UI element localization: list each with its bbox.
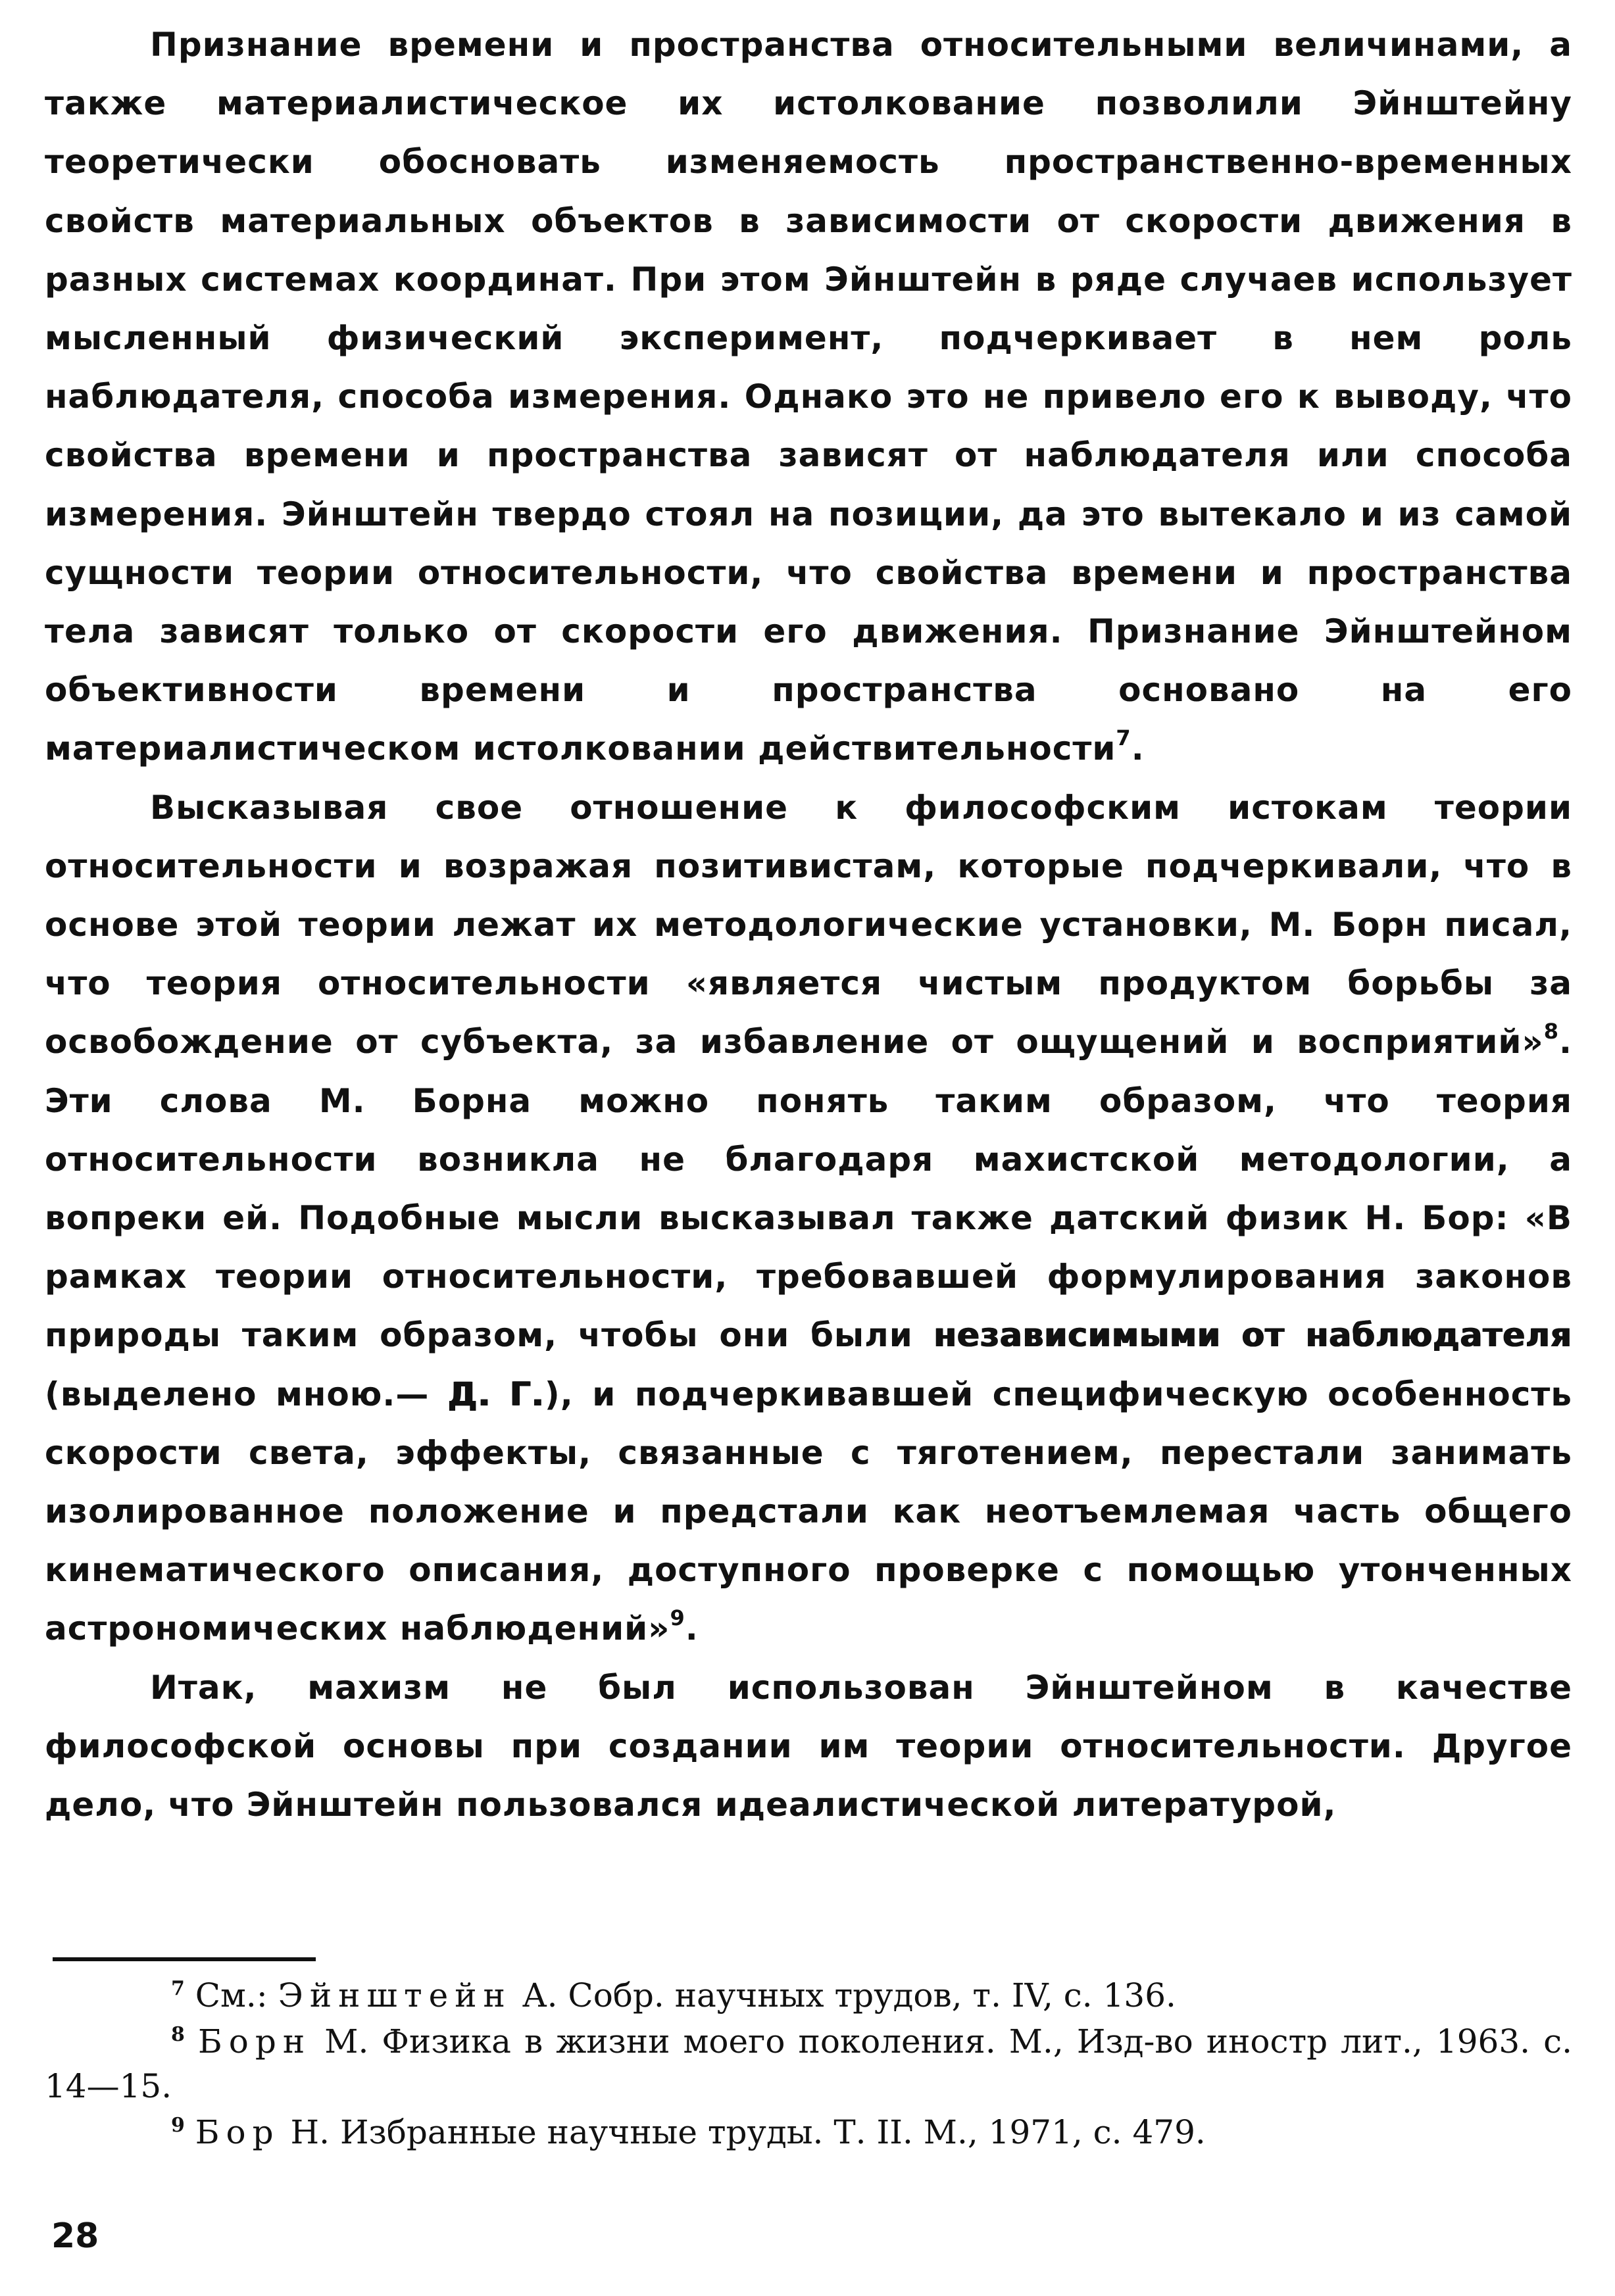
main-text: [45, 16, 1572, 1834]
footnote-8-text: М. Физика в жизни моего поколения. М., Изд-во иностр лит., 1963. с. 14—15.: [45, 2022, 1572, 2105]
footnote-separator: [53, 1957, 316, 1961]
footnote-8-author: Борн: [197, 2022, 312, 2061]
paragraph-2-text-a: Высказывая свое отношение к философским истокам теории относительности и возражая позитивистам, которые подчеркивали, что в основе этой теории лежат их методологические установки, М. Борн писал, что теория относительности «является чистым продуктом борьбы за освобождение от субъекта, за избавление от ощущений и восприятий»: [45, 788, 1572, 1062]
footnote-9-marker: 9: [171, 2114, 185, 2137]
footnote-9-author: Бор: [195, 2113, 280, 2151]
footnote-7-text: А. Собр. научных трудов, т. IV, с. 136.: [522, 1976, 1176, 2015]
footnote-7-author: Эйнштейн: [278, 1976, 512, 2015]
author-initials: Д. Г.: [447, 1375, 545, 1413]
paragraph-3-text: Итак, махизм не был использован Эйнштейном в качестве философской основы при создании им теории относительности. Другое дело, что Эйнштейн пользовался идеалистической литературой,: [45, 1668, 1572, 1824]
footnote-8-marker: 8: [171, 2023, 185, 2046]
footnote-7-prefix: См.:: [195, 1976, 268, 2015]
footnote-7-marker: 7: [171, 1977, 185, 2000]
emphasized-phrase: независимыми от наблюдателя: [933, 1316, 1572, 1355]
paragraph-2-text-d: ), и подчеркивавшей специфическую особенность скорости света, эффекты, связанные с тяготением, перестали занимать изолированное положение и предстали как неотъемлемая часть общего кинематического описания, доступного проверке с помощью утонченных астрономических наблюдений»: [45, 1375, 1572, 1648]
paragraph-1: Признание времени и пространства относительными величинами, а также материалистическое их истолкование позволили Эйнштейну теоретически обосновать изменяемость пространственно-временных свойств материальных объектов в зависимости от скорости движения в разных системах координат. При этом Эйнштейн в ряде случаев использует мысленный физический эксперимент, подчеркивает в нем роль наблюдателя, способа измерения. Однако это не привело его к выводу, что свойства времени и пространства зависят от наблюдателя или способа измерения. Эйнштейн твердо стоял на позиции, да это вытекало и из самой сущности теории относительности, что свойства времени и пространства тела зависят только от скорости его движения. Признание Эйнштейном объективности времени и пространства основано на его материалистическом истолковании действительности$^7$.: [45, 26, 1572, 768]
paragraph-2-text-c: (выделено мною.—: [45, 1375, 430, 1413]
page-number: 28: [51, 2216, 99, 2256]
paragraph-3: [45, 1659, 1572, 1835]
footnotes: [45, 1972, 1572, 2156]
paragraph-2-text-b: Эти слова М. Борна можно понять таким образом, что теория относительности возникла не благодаря махистской методологии, а вопреки ей. Подобные мысли высказывал также датский физик Н. Бор: «В рамках теории относительности, требовавшей формулирования законов природы таким образом, чтобы они были: [45, 1081, 1572, 1355]
footnote-ref-9: 9: [670, 1605, 685, 1631]
footnote-9-text: Н. Избранные научные труды. Т. II. М., 1971, с. 479.: [290, 2113, 1206, 2151]
paragraph-2: Высказывая свое отношение к философским истокам теории относительности и возражая позитивистам, которые подчеркивали, что в основе этой теории лежат их методологические установки, М. Борн писал, что теория относительности «является чистым продуктом борьбы за освобождение от субъекта, за избавление от ощущений и восприятий»$^8$. Эти слова М. Борна можно понять таким образом, что теория относительности возникла не благодаря махистской методологии, а вопреки ей. Подобные мысли высказывал также датский физик Н. Бор: «В рамках теории относительности, требовавшей формулирования законов природы таким образом, чтобы они были независимыми от наблюдателя (выделено мною.— Д. Г.), и подчеркивавшей специфическую особенность скорости света, эффекты, связанные с тяготением, перестали занимать изолированное положение и предстали как неотъемлемая часть общего кинематического описания, доступного проверке с помощью утонченных астрономических наблюдений»$^9$.: [45, 788, 1572, 1648]
footnote-ref-7: 7: [1116, 725, 1131, 751]
footnote-ref-8: 8: [1543, 1019, 1559, 1044]
footnote-7: [45, 1972, 1572, 2019]
paragraph-1-text: Признание времени и пространства относительными величинами, а также материалистическое их истолкование позволили Эйнштейну теоретически обосновать изменяемость пространственно-временных свойств материальных объектов в зависимости от скорости движения в разных системах координат. При этом Эйнштейн в ряде случаев использует мысленный физический эксперимент, подчеркивает в нем роль наблюдателя, способа измерения. Однако это не привело его к выводу, что свойства времени и пространства зависят от наблюдателя или способа измерения. Эйнштейн твердо стоял на позиции, да это вытекало и из самой сущности теории относительности, что свойства времени и пространства тела зависят только от скорости его движения. Признание Эйнштейном объективности времени и пространства основано на его материалистическом истолковании действительности: [45, 26, 1572, 768]
footnote-9: [45, 2109, 1572, 2156]
footnote-8: [45, 2019, 1572, 2109]
